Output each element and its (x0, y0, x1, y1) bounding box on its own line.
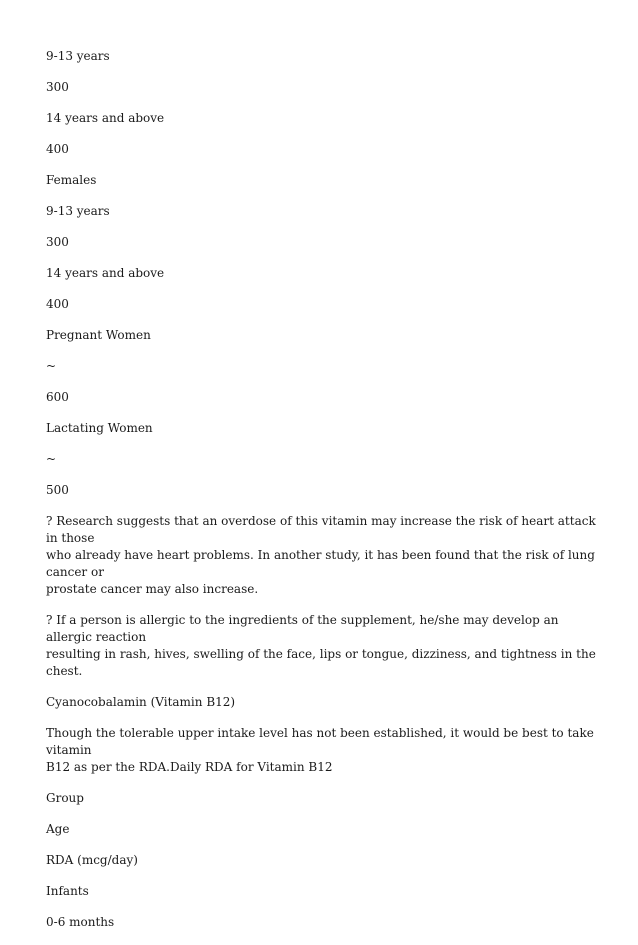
paragraph-overdose-risk: ? Research suggests that an overdose of this vitamin may increase the risk of heart attack in those who already have heart problems. In another study, it has been found that the risk of lung cancer or prostate cancer may also increase. (46, 514, 596, 596)
paragraph-b12-intake: Though the tolerable upper intake level has not been established, it would be best to take vitamin B12 as per the RDA.Daily RDA for Vitamin B12 (46, 726, 594, 774)
table-header-rda: RDA (mcg/day) (46, 853, 138, 867)
text-line: ~ (46, 359, 57, 373)
text-line: 400 (46, 297, 69, 311)
text-line: ~ (46, 452, 57, 466)
table-header-group: Group (46, 791, 84, 805)
text-line: Females (46, 173, 97, 187)
text-line: 300 (46, 235, 69, 249)
document-page (46, 48, 601, 945)
table-cell: 0-6 months (46, 915, 115, 929)
text-line: 400 (46, 142, 69, 156)
section-heading: Cyanocobalamin (Vitamin B12) (46, 695, 236, 709)
table-header-age: Age (46, 822, 70, 836)
text-line: 600 (46, 390, 69, 404)
text-line: 14 years and above (46, 266, 165, 280)
text-line: Pregnant Women (46, 328, 151, 342)
text-line: Lactating Women (46, 421, 153, 435)
table-cell: Infants (46, 884, 89, 898)
text-line: 9-13 years (46, 204, 110, 218)
text-line: 500 (46, 483, 69, 497)
text-line: 9-13 years (46, 49, 110, 63)
paragraph-allergy-risk: ? If a person is allergic to the ingredients of the supplement, he/she may develop an allergic reaction resulting in rash, hives, swelling of the face, lips or tongue, dizziness, and tightness in the chest. (46, 613, 596, 678)
text-line: 14 years and above (46, 111, 165, 125)
text-line: 300 (46, 80, 69, 94)
